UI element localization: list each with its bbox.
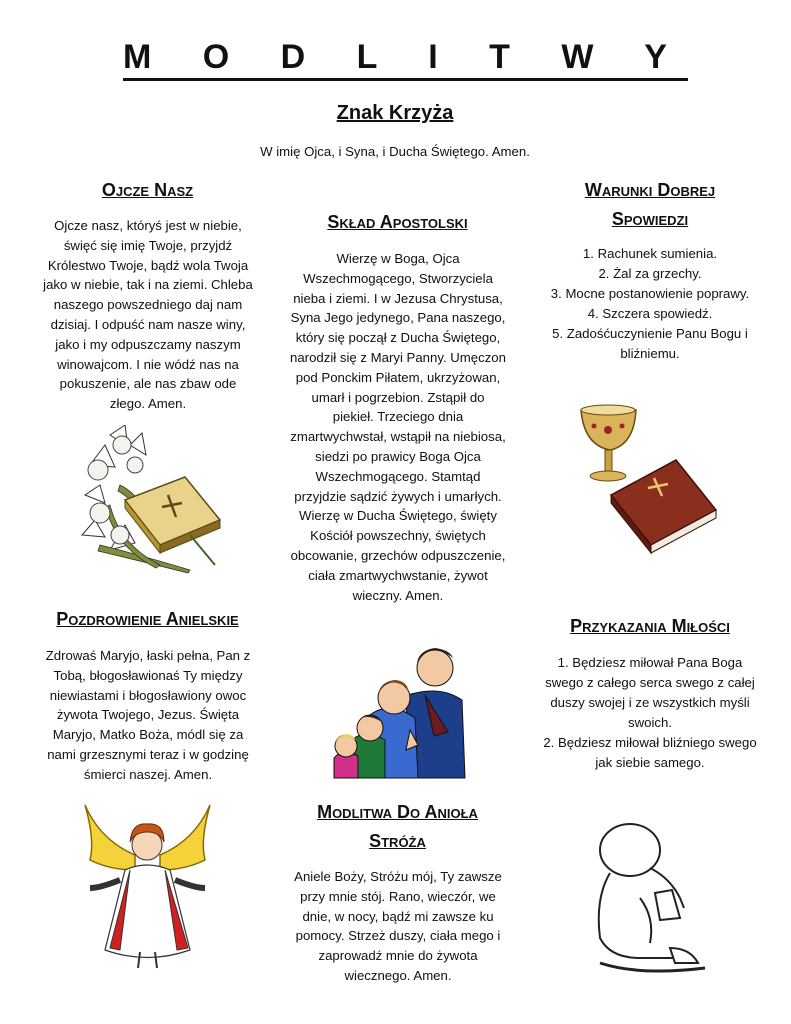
page-title-text: M O D L I T W Y [123, 38, 688, 81]
warunki-heading-line2: Spowiedzi [611, 209, 689, 229]
list-item: 1. Rachunek sumienia. [582, 246, 718, 261]
praying-family-image [330, 640, 470, 780]
przykazania-heading: Przykazania Miłości [570, 616, 730, 636]
aniol-heading-line2: Stróża [369, 831, 426, 851]
angel-image [80, 800, 215, 970]
page-title [0, 38, 791, 77]
warunki-heading-line1: Warunki Dobrej [584, 180, 716, 200]
lilies-bible-image [80, 425, 225, 575]
pozdrowienie-heading: Pozdrowienie Anielskie [56, 609, 239, 629]
list-item: 2. Żal za grzechy. [598, 266, 702, 281]
list-item: 5. Zadośćuczynienie Panu Bogu i bliźniemu. [552, 326, 748, 361]
list-item: 1. Będziesz miłował Pana Boga swego z całego serca swego z całej duszy swojej i ze wszystkich myśli swoich. [545, 655, 755, 730]
chalice-bible-image [576, 400, 721, 555]
przykazania-list [540, 653, 760, 773]
list-item: 4. Szczera spowiedź. [587, 306, 713, 321]
ojcze-nasz-text: Ojcze nasz, któryś jest w niebie, święć się imię Twoje, przyjdź Królestwo Twoje, bądź wola Twoja jako w niebie, tak i na ziemi. Chleba naszego powszedniego daj nam dzisiaj. I odpuść nam nasze winy, jako i my odpuszczamy naszym winowajcom. I nie wódź nas na pokuszenie, ale nas zbaw ode złego. Amen. [43, 218, 253, 412]
aniol-text: Aniele Boży, Stróżu mój, Ty zawsze przy mnie stój. Rano, wieczór, we dnie, w nocy, bądź mi zawsze ku pomocy. Strzeż duszy, ciała mego i zaprowadź mnie do żywota wiecznego. Amen. [294, 869, 502, 983]
list-item: 2. Będziesz miłował bliźniego swego jak siebie samego. [543, 735, 757, 770]
sklad-apostolski-heading: Skład Apostolski [327, 212, 468, 232]
sklad-apostolski-text: Wierzę w Boga, Ojca Wszechmogącego, Stworzyciela nieba i ziemi. I w Jezusa Chrystusa, Syna Jego jedynego, Pana naszego, który się począł z Ducha Świętego, narodził się z Maryi Panny. Umęczon pod Ponckim Piłatem, ukrzyżowan, umarł i pogrzebion. Zstąpił do piekieł. Trzeciego dnia zmartwychwstał, wstąpił na niebiosa, siedzi po prawicy Boga Ojca Wszechmogącego. Stamtąd przyjdzie sądzić żywych i umarłych. Wierzę w Ducha Świętego, święty Kościół powszechny, świętych obcowanie, grzechów odpuszczenie, ciała zmartwychwstanie, żywot wieczny. Amen. [290, 251, 506, 603]
ojcze-nasz-heading: Ojcze Nasz [101, 180, 194, 200]
aniol-heading-line1: Modlitwa Do Anioła [317, 802, 478, 822]
znak-krzyza-heading: Znak Krzyża [336, 102, 454, 124]
list-item: 3. Mocne postanowienie poprawy. [550, 286, 750, 301]
praying-child-image [580, 818, 720, 978]
pozdrowienie-text: Zdrowaś Maryjo, łaski pełna, Pan z Tobą, błogosławionaś Ty między niewiastami i błogosławiony owoc żywota Twojego, Jezus. Święta Maryjo, Matko Boża, módl się za nami grzesznymi teraz i w godzinę śmierci naszej. Amen. [45, 648, 251, 782]
warunki-list [540, 244, 760, 364]
znak-krzyza-text: W imię Ojca, i Syna, i Ducha Świętego. Amen. [260, 144, 530, 159]
